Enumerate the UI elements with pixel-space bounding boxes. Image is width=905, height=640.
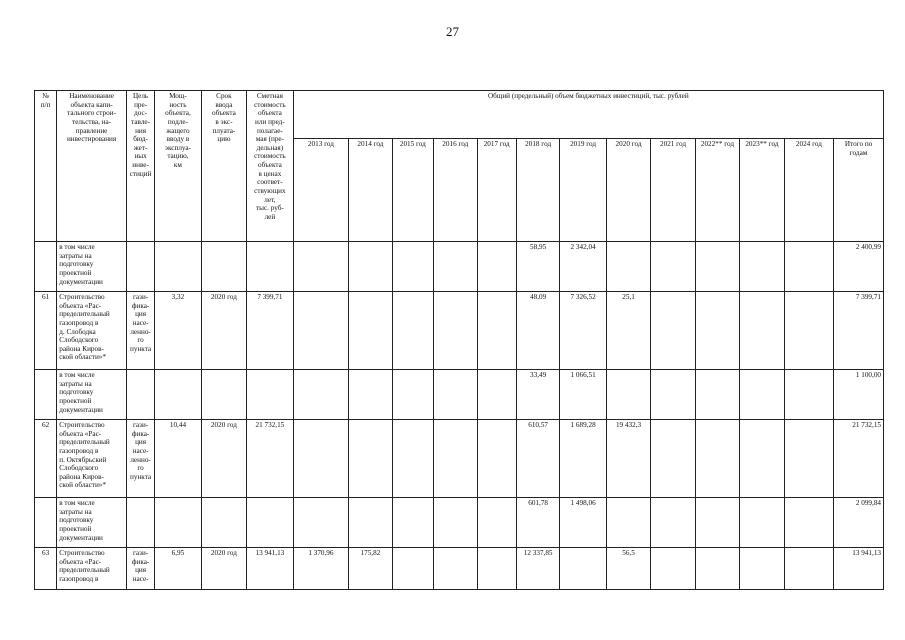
cell-year-value: 56,5 <box>606 548 650 590</box>
cell-capacity <box>155 242 201 292</box>
cell-year-value <box>606 370 650 420</box>
cell-year-value: 1 066,51 <box>560 370 606 420</box>
cell-term: 2020 год <box>201 292 246 370</box>
cell-goal <box>126 370 154 420</box>
cell-year-value <box>740 420 784 498</box>
cell-year-value <box>606 242 650 292</box>
cell-year-value <box>651 292 695 370</box>
cell-year-value: 1 498,06 <box>560 498 606 548</box>
cell-term: 2020 год <box>201 548 246 590</box>
header-year-9: 2022** год <box>695 139 739 242</box>
cell-year-value <box>651 370 695 420</box>
cell-estimate: 13 941,13 <box>247 548 293 590</box>
cell-year-value <box>651 548 695 590</box>
header-year-12: Итого по годам <box>834 139 884 242</box>
cell-year-value <box>784 420 834 498</box>
header-year-0: 2013 год <box>293 139 349 242</box>
cell-year-value <box>392 498 433 548</box>
cell-year-value <box>349 242 392 292</box>
cell-year-value: 58,95 <box>516 242 559 292</box>
cell-year-value <box>477 242 516 292</box>
table-row <box>35 292 884 370</box>
cell-year-value <box>695 292 739 370</box>
header-year-1: 2014 год <box>349 139 392 242</box>
cell-num: 62 <box>35 420 57 498</box>
cell-year-value <box>434 548 477 590</box>
investment-table <box>34 90 884 590</box>
cell-num: 61 <box>35 292 57 370</box>
cell-year-value <box>392 292 433 370</box>
cell-year-value: 25,1 <box>606 292 650 370</box>
cell-year-value <box>349 498 392 548</box>
cell-year-value: 610,57 <box>516 420 559 498</box>
cell-goal: гази- фика- ция насе- <box>126 548 154 590</box>
cell-goal <box>126 242 154 292</box>
cell-capacity: 6,95 <box>155 548 201 590</box>
cell-name: в том числе затраты на подготовку проектной документации <box>57 498 127 548</box>
cell-year-value <box>392 420 433 498</box>
table-row <box>35 370 884 420</box>
cell-capacity: 10,44 <box>155 420 201 498</box>
cell-year-value <box>784 498 834 548</box>
table-row <box>35 242 884 292</box>
cell-name: Строительство объекта «Рас- пределительный газопровод в <box>57 548 127 590</box>
cell-term: 2020 год <box>201 420 246 498</box>
cell-year-value: 21 732,15 <box>834 420 884 498</box>
cell-year-value: 12 337,85 <box>516 548 559 590</box>
cell-year-value <box>477 420 516 498</box>
cell-year-value <box>349 420 392 498</box>
cell-year-value <box>477 292 516 370</box>
cell-year-value <box>477 498 516 548</box>
cell-year-value <box>651 420 695 498</box>
header-goal: Цель пре- дос- тавле- ния бюд- жет- ных инве- стиций <box>126 91 154 242</box>
cell-year-value <box>293 498 349 548</box>
cell-year-value <box>293 242 349 292</box>
cell-year-value <box>434 498 477 548</box>
cell-year-value <box>784 242 834 292</box>
cell-year-value <box>434 242 477 292</box>
cell-year-value <box>784 548 834 590</box>
cell-name: Строительство объекта «Рас- пределительный газопровод в п. Октябрьский Слободского района Киров- ской области»* <box>57 420 127 498</box>
header-year-2: 2015 год <box>392 139 433 242</box>
cell-goal: гази- фика- ция насе- ленно- го пункта <box>126 420 154 498</box>
cell-year-value: 33,49 <box>516 370 559 420</box>
page-number: 27 <box>446 24 459 39</box>
cell-year-value <box>695 548 739 590</box>
cell-year-value <box>740 548 784 590</box>
cell-year-value: 2 099,84 <box>834 498 884 548</box>
header-year-3: 2016 год <box>434 139 477 242</box>
cell-num: 63 <box>35 548 57 590</box>
cell-year-value <box>392 242 433 292</box>
cell-year-value <box>392 370 433 420</box>
cell-year-value: 2 342,04 <box>560 242 606 292</box>
cell-name: Строительство объекта «Рас- пределительный газопровод в д. Слободка Слободского района Киров- ской области»* <box>57 292 127 370</box>
cell-capacity <box>155 498 201 548</box>
cell-estimate: 21 732,15 <box>247 420 293 498</box>
header-capacity: Мощ- ность объекта, подле- жащего вводу в эксплуа- тацию, км <box>155 91 201 242</box>
cell-year-value <box>695 242 739 292</box>
cell-year-value <box>293 370 349 420</box>
cell-year-value <box>392 548 433 590</box>
cell-year-value <box>784 292 834 370</box>
cell-year-value: 7 399,71 <box>834 292 884 370</box>
cell-year-value: 175,82 <box>349 548 392 590</box>
cell-year-value <box>434 420 477 498</box>
header-year-10: 2023** год <box>740 139 784 242</box>
cell-year-value <box>434 292 477 370</box>
cell-year-value <box>740 498 784 548</box>
cell-year-value: 48,09 <box>516 292 559 370</box>
header-year-11: 2024 год <box>784 139 834 242</box>
cell-term <box>201 242 246 292</box>
cell-year-value: 13 941,13 <box>834 548 884 590</box>
cell-num <box>35 498 57 548</box>
header-term: Срок ввода объекта в экс- плуата- цию <box>201 91 246 242</box>
cell-num <box>35 242 57 292</box>
cell-year-value <box>784 370 834 420</box>
table-row <box>35 548 884 590</box>
cell-year-value: 7 326,52 <box>560 292 606 370</box>
cell-year-value <box>293 292 349 370</box>
table-row <box>35 420 884 498</box>
cell-year-value: 1 370,96 <box>293 548 349 590</box>
cell-year-value <box>293 420 349 498</box>
cell-term <box>201 370 246 420</box>
cell-year-value <box>740 370 784 420</box>
header-name: Наименование объекта капи- тального строи- тельства, на- правление инвестирования <box>57 91 127 242</box>
cell-year-value: 1 100,00 <box>834 370 884 420</box>
header-year-4: 2017 год <box>477 139 516 242</box>
cell-goal: гази- фика- ция насе- ленно- го пункта <box>126 292 154 370</box>
cell-year-value <box>651 498 695 548</box>
header-year-8: 2021 год <box>651 139 695 242</box>
cell-year-value <box>477 548 516 590</box>
cell-year-value: 1 689,28 <box>560 420 606 498</box>
cell-estimate <box>247 242 293 292</box>
cell-term <box>201 498 246 548</box>
header-num: № п/п <box>35 91 57 242</box>
cell-estimate: 7 399,71 <box>247 292 293 370</box>
cell-capacity: 3,32 <box>155 292 201 370</box>
cell-year-value: 2 400,99 <box>834 242 884 292</box>
cell-year-value: 19 432,3 <box>606 420 650 498</box>
header-row-1 <box>35 91 884 139</box>
header-year-6: 2019 год <box>560 139 606 242</box>
cell-year-value <box>695 498 739 548</box>
cell-year-value <box>477 370 516 420</box>
header-year-7: 2020 год <box>606 139 650 242</box>
cell-num <box>35 370 57 420</box>
header-total-volume: Общий (предельный) объем бюджетных инвестиций, тыс. рублей <box>293 91 883 139</box>
cell-capacity <box>155 370 201 420</box>
header-estimate: Сметная стоимость объекта или пред- полагае- мая (пре- дельная) стоимость объекта в ценах соответ- ствующих лет, тыс. руб- лей <box>247 91 293 242</box>
cell-year-value <box>349 292 392 370</box>
cell-year-value <box>651 242 695 292</box>
cell-year-value <box>695 370 739 420</box>
cell-year-value <box>740 242 784 292</box>
cell-name: в том числе затраты на подготовку проектной документации <box>57 370 127 420</box>
table-row <box>35 498 884 548</box>
cell-year-value <box>606 498 650 548</box>
header-year-5: 2018 год <box>516 139 559 242</box>
cell-year-value <box>740 292 784 370</box>
cell-year-value <box>695 420 739 498</box>
cell-estimate <box>247 370 293 420</box>
cell-year-value: 601,78 <box>516 498 559 548</box>
cell-name: в том числе затраты на подготовку проектной документации <box>57 242 127 292</box>
cell-goal <box>126 498 154 548</box>
cell-year-value <box>560 548 606 590</box>
cell-estimate <box>247 498 293 548</box>
cell-year-value <box>349 370 392 420</box>
cell-year-value <box>434 370 477 420</box>
